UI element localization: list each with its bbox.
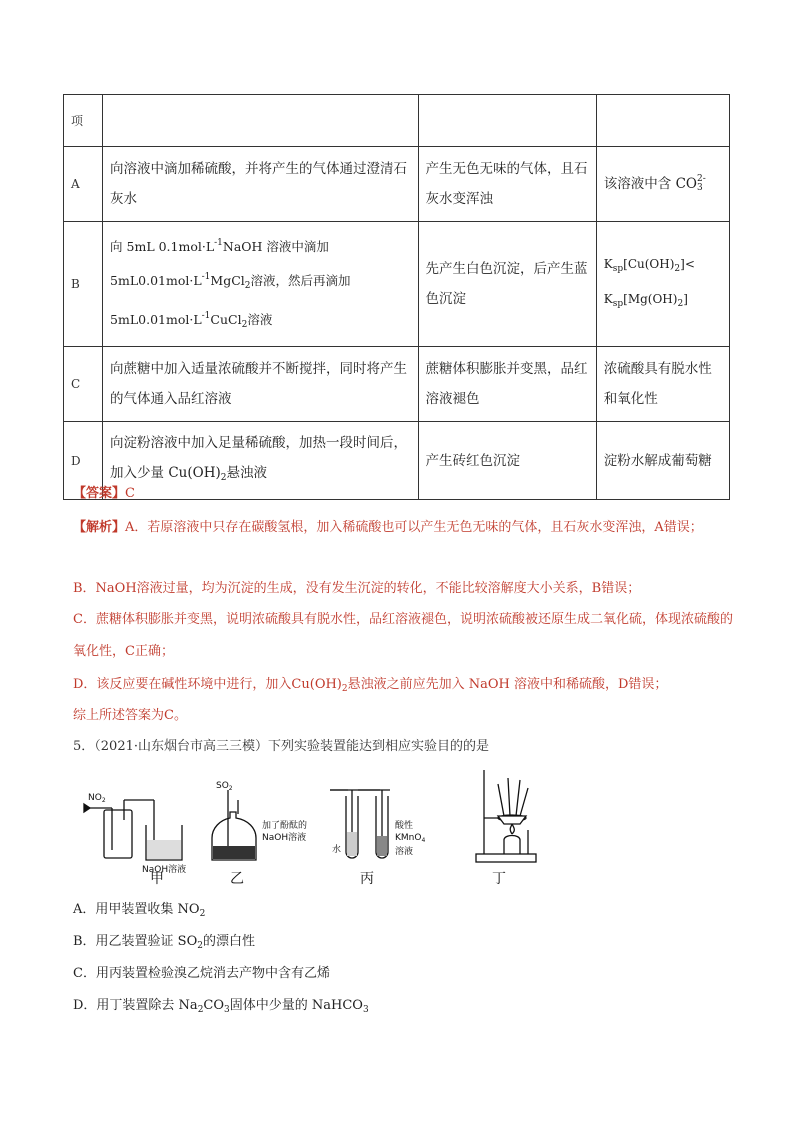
operation-line [110,262,410,301]
table-header-row [64,95,730,147]
kmno4-label-2: KMnO$_4$ [395,833,426,844]
conclusion-line [604,284,722,319]
conclusion-cell: 淀粉水解成葡萄糖 [596,422,729,500]
analysis-c: C．蔗糖体积膨胀并变黑，说明浓硫酸具有脱水性，品红溶液褪色，说明浓硫酸被还原生成二氧化硫，体现浓硫酸的氧化性，C正确； [73,612,733,659]
water-liquid [347,832,357,856]
choice-a [73,898,205,919]
subscript: 2 [197,1005,204,1015]
kmno4-liquid [377,836,387,856]
superscript: -1 [214,238,223,248]
operation-cell: 向溶液中滴加稀硫酸，并将产生的气体通过澄清石灰水 [103,147,418,222]
text: K [603,292,613,306]
text: ]< [680,257,695,271]
caption-ding: 丁 [492,871,506,885]
analysis-b: B．NaOH溶液过量，均为沉淀的生成，没有发生沉淀的转化，不能比较溶解度大小关系，B错误； [73,581,641,596]
text: 的漂白性 [202,934,255,949]
text: 溶液 [247,312,273,327]
choice-d [73,994,369,1015]
superscript: -1 [201,311,211,321]
subscript: 2 [197,941,203,951]
superscript: 2- [696,174,706,184]
option-label: D [64,422,103,500]
naoh-label: NaOH溶液 [142,865,187,875]
subscript: 3 [362,1005,369,1015]
operation-line [110,228,410,262]
kmno4-label-1: 酸性 [395,821,414,831]
text: D．用丁装置除去 Na [73,998,198,1013]
no2-label: $NO_2$ [88,793,106,804]
superscript: -1 [201,272,211,282]
table-row-b [64,222,730,347]
water-label: 水 [332,845,342,855]
subscript: 2 [244,281,251,291]
analysis-text-a: A．若原溶液中只存在碳酸氢根，加入稀硫酸也可以产生无色无味的气体，且石灰水变浑浊，A错误； [125,520,703,535]
analysis-a [73,512,733,544]
operation-line [110,301,410,340]
caption-yi: 乙 [230,871,244,885]
phenolphthalein-label-2: NaOH溶液 [262,833,307,843]
gas-bottle [104,810,132,858]
analysis-label: 【解析】 [73,520,126,535]
text: ] [683,292,688,306]
question-5-stem: 5．（2021·山东烟台市高三三模）下列实验装置能达到相应实验目的的是 [73,739,489,754]
caption-bing: 丙 [360,871,374,885]
phenomenon-cell: 产生无色无味的气体，且石灰水变浑浊 [418,147,596,222]
caption-jia: 甲 [150,871,164,885]
conclusion-text: 该溶液中含 CO [603,176,697,192]
text: 溶液，然后再滴加 [250,273,351,288]
text: [Cu(OH) [623,257,675,271]
text: 5mL0.01mol·L [110,273,202,288]
option-label: A [64,147,103,222]
subscript: sp [612,299,624,309]
apparatus-ding [476,770,536,862]
header-cell-conclusion [596,95,729,147]
subscript: 2 [677,299,684,309]
text: CuCl [210,312,242,327]
header-cell-item: 项 [64,95,103,147]
table-row-c [64,347,730,422]
apparatus-yi [212,790,256,860]
apparatus-figure [80,770,620,885]
phenolphthalein-label-1: 加了酚酞的 [262,821,308,831]
table-row-a [64,147,730,222]
analysis-summary: 综上所述答案为C。 [73,708,187,723]
phenomenon-cell: 先产生白色沉淀，后产生蓝色沉淀 [418,222,596,347]
text: NaOH 溶液中滴加 [222,239,329,254]
conclusion-cell [596,147,729,222]
option-label: C [64,347,103,422]
apparatus-drawing [80,770,620,885]
conclusion-line [604,249,722,284]
phenomenon-cell: 蔗糖体积膨胀并变黑，品红溶液褪色 [418,347,596,422]
crucible [498,816,526,824]
kmno4-label-3: 溶液 [395,847,414,857]
subscript: 2 [674,264,681,274]
text: 5mL0.01mol·L [110,312,202,327]
text: CO [203,998,225,1013]
subscript: sp [612,264,624,274]
text: 悬浊液之前应先加入 NaOH 溶液中和稀硫酸，D错误； [347,677,668,692]
text: [Mg(OH) [623,292,678,306]
operation-cell: 向蔗糖中加入适量浓硫酸并不断搅拌，同时将产生的气体通入品红溶液 [103,347,418,422]
answer-label: 【答案】 [73,486,126,501]
subscript: 3 [224,1005,230,1015]
so2-label: $SO_2$ [216,781,233,792]
choice-c: C．用丙装置检验溴乙烷消去产物中含有乙烯 [73,966,330,981]
analysis-d [73,675,733,699]
phenomenon-cell: 产生砖红色沉淀 [418,422,596,500]
experiment-table [63,94,730,500]
text: 向 5mL 0.1mol·L [110,239,215,254]
apparatus-jia [84,800,182,860]
operation-cell [103,222,418,347]
option-label: B [64,222,103,347]
choice-b [73,930,255,951]
conclusion-cell [596,222,729,347]
crucible-tongs [498,778,528,816]
subscript: 2 [199,909,206,919]
header-cell-operation [103,95,418,147]
alcohol-lamp [504,836,520,855]
text: 固体中少量的 NaHCO [229,998,363,1013]
stand-base [476,854,536,862]
arrow-head [84,804,90,812]
text: B．用乙装置验证 SO [73,934,198,949]
subscript: 2 [220,473,227,483]
text: A．用甲装置收集 NO [73,902,200,917]
answer-line [73,484,733,504]
subscript: 2 [241,320,248,330]
phenolphthalein-naoh-liquid [213,846,255,859]
text: D．该反应要在碱性环境中进行，加入Cu(OH) [73,677,342,692]
text: 悬浊液 [226,465,267,481]
naoh-liquid [147,840,181,859]
flame [510,824,514,834]
text: MgCl [210,273,245,288]
conclusion-cell: 浓硫酸具有脱水性和氧化性 [596,347,729,422]
answer-value: C [125,486,135,501]
text: K [603,257,613,271]
header-cell-phenomenon [418,95,596,147]
text: 向淀粉溶液中加入足量稀硫酸，加热一段时间后，加入少量 Cu(OH) [110,435,408,481]
subscript: 2 [341,684,348,694]
subscript: 3 [696,183,703,193]
